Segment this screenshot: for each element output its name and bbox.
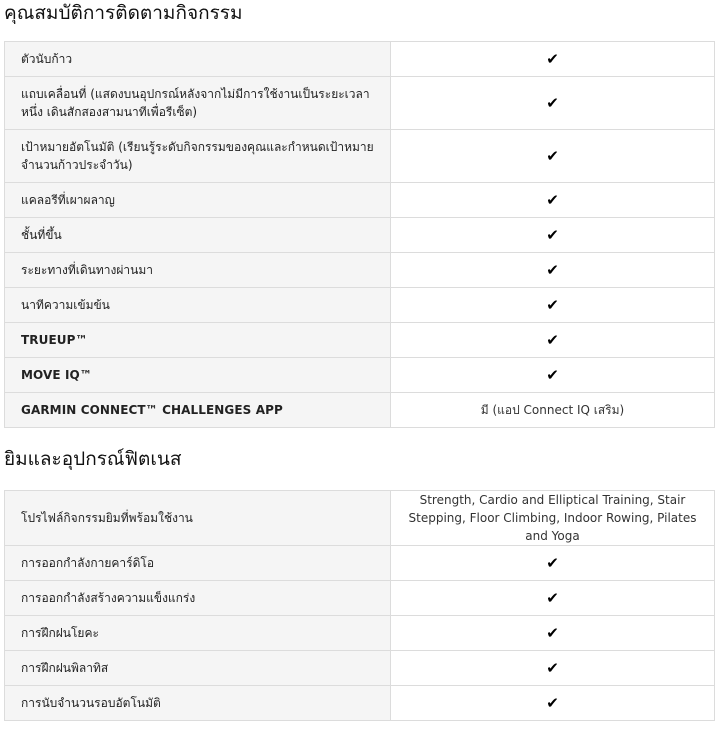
- row-label: ตัวนับก้าว: [5, 42, 391, 77]
- row-value: [391, 42, 715, 77]
- table-row: [5, 581, 715, 616]
- row-label: การออกกำลังสร้างความแข็งแกร่ง: [5, 581, 391, 616]
- checkmark-icon: ✔: [546, 190, 559, 209]
- row-label: นาทีความเข้มข้น: [5, 288, 391, 323]
- row-value: [391, 546, 715, 581]
- activity-tracking-table: [4, 41, 715, 428]
- row-value: [391, 130, 715, 183]
- row-value: [391, 77, 715, 130]
- checkmark-icon: ✔: [546, 49, 559, 68]
- table-row: [5, 651, 715, 686]
- table-row: [5, 393, 715, 428]
- row-value: [391, 616, 715, 651]
- row-label: การฝึกฝนพิลาทิส: [5, 651, 391, 686]
- checkmark-icon: ✔: [546, 225, 559, 244]
- table-row: [5, 686, 715, 721]
- checkmark-icon: ✔: [546, 553, 559, 572]
- row-value: [391, 323, 715, 358]
- table-row: [5, 253, 715, 288]
- checkmark-icon: ✔: [546, 365, 559, 384]
- table-row: [5, 616, 715, 651]
- row-label: GARMIN CONNECT™ CHALLENGES APP: [5, 393, 391, 428]
- table-row: [5, 183, 715, 218]
- row-value: [391, 358, 715, 393]
- row-label: โปรไฟล์กิจกรรมยิมที่พร้อมใช้งาน: [5, 491, 391, 546]
- checkmark-icon: ✔: [546, 260, 559, 279]
- row-label: ชั้นที่ขึ้น: [5, 218, 391, 253]
- checkmark-icon: ✔: [546, 623, 559, 642]
- checkmark-icon: ✔: [546, 295, 559, 314]
- row-label: TRUEUP™: [5, 323, 391, 358]
- row-label: แคลอรีที่เผาผลาญ: [5, 183, 391, 218]
- row-value: [391, 581, 715, 616]
- section-title-gym-fitness: ยิมและอุปกรณ์ฟิตเนส: [4, 448, 182, 470]
- row-value: [391, 253, 715, 288]
- row-label: การฝึกฝนโยคะ: [5, 616, 391, 651]
- row-value: [391, 288, 715, 323]
- table-row: [5, 130, 715, 183]
- table-row: [5, 358, 715, 393]
- gym-fitness-table: [4, 490, 715, 721]
- row-value: [391, 218, 715, 253]
- row-value: [391, 183, 715, 218]
- table-row: [5, 491, 715, 546]
- row-label: การออกกำลังกายคาร์ดิโอ: [5, 546, 391, 581]
- section-title-activity-tracking: คุณสมบัติการติดตามกิจกรรม: [4, 2, 243, 24]
- checkmark-icon: ✔: [546, 93, 559, 112]
- row-value: [391, 651, 715, 686]
- checkmark-icon: ✔: [546, 588, 559, 607]
- checkmark-icon: ✔: [546, 330, 559, 349]
- row-value: Strength, Cardio and Elliptical Training, Stair Stepping, Floor Climbing, Indoor Rowing, Pilates and Yoga: [391, 491, 715, 546]
- row-label: เป้าหมายอัตโนมัติ (เรียนรู้ระดับกิจกรรมของคุณและกำหนดเป้าหมายจำนวนก้าวประจำวัน): [5, 130, 391, 183]
- table-row: [5, 218, 715, 253]
- table-row: [5, 77, 715, 130]
- table-row: [5, 42, 715, 77]
- row-label: การนับจำนวนรอบอัตโนมัติ: [5, 686, 391, 721]
- checkmark-icon: ✔: [546, 693, 559, 712]
- table-row: [5, 323, 715, 358]
- row-value: มี (แอป Connect IQ เสริม): [391, 393, 715, 428]
- row-label: ระยะทางที่เดินทางผ่านมา: [5, 253, 391, 288]
- table-row: [5, 546, 715, 581]
- row-label: แถบเคลื่อนที่ (แสดงบนอุปกรณ์หลังจากไม่มีการใช้งานเป็นระยะเวลาหนึ่ง เดินสักสองสามนาทีเพื่อรีเซ็ต): [5, 77, 391, 130]
- checkmark-icon: ✔: [546, 146, 559, 165]
- checkmark-icon: ✔: [546, 658, 559, 677]
- table-row: [5, 288, 715, 323]
- row-value: [391, 686, 715, 721]
- row-label: MOVE IQ™: [5, 358, 391, 393]
